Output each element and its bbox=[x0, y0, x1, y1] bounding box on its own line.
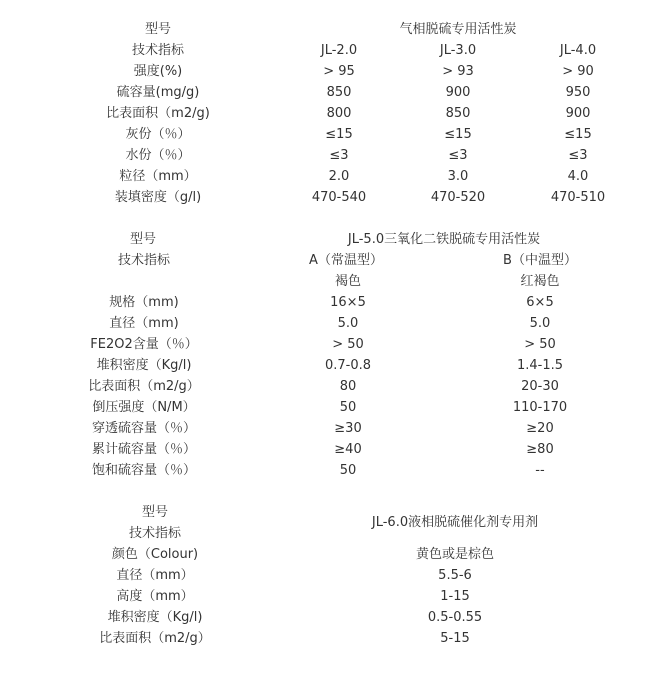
table1-cell: 950 bbox=[565, 85, 591, 100]
table3-row-label: 高度（mm） bbox=[116, 589, 194, 604]
table1-row-label: 粒径（mm） bbox=[119, 169, 197, 184]
table1-row-label: 灰份（％） bbox=[125, 127, 191, 142]
table1-cell: > 95 bbox=[323, 64, 355, 79]
table3-cell: 1-15 bbox=[440, 589, 470, 604]
table2-cell: 50 bbox=[339, 400, 357, 415]
table2-cell: 1.4-1.5 bbox=[516, 358, 564, 373]
table2-cell: 110-170 bbox=[512, 400, 568, 415]
table2-tech-header: 技术指标 bbox=[117, 253, 171, 268]
table2-cell: > 50 bbox=[332, 337, 364, 352]
table2-color-a: 褐色 bbox=[334, 274, 362, 289]
table2-row-label: 穿透硫容量（％） bbox=[91, 421, 197, 436]
table2-row-label: 饱和硫容量（％） bbox=[91, 463, 197, 478]
table1-cell: ≤3 bbox=[568, 148, 588, 163]
table1-cell: 470-540 bbox=[311, 190, 367, 205]
table1-cell: 900 bbox=[445, 85, 471, 100]
table3-cell: 黄色或是棕色 bbox=[415, 547, 495, 562]
table3-cell: 5.5-6 bbox=[438, 568, 472, 583]
table2-cell: 0.7-0.8 bbox=[324, 358, 372, 373]
table2-title: JL-5.0三氧化二铁脱硫专用活性炭 bbox=[347, 232, 541, 247]
table1-cell: 470-520 bbox=[430, 190, 486, 205]
table2-cell: 16×5 bbox=[330, 295, 366, 310]
table2-cell: ≥40 bbox=[334, 442, 362, 457]
table3-cell: 5-15 bbox=[440, 631, 470, 646]
table1-cell: 470-510 bbox=[550, 190, 606, 205]
table1-col-jl40: JL-4.0 bbox=[559, 43, 597, 58]
table2-row-label: 比表面积（m2/g） bbox=[88, 379, 200, 394]
table1-row-label: 装填密度（g/l) bbox=[114, 190, 202, 205]
table2-cell: > 50 bbox=[524, 337, 556, 352]
table2-row-label: 倒压强度（N/M） bbox=[92, 400, 196, 415]
table1-model-header: 型号 bbox=[144, 22, 172, 37]
table2-model-header: 型号 bbox=[129, 232, 157, 247]
table3-row-label: 比表面积（m2/g） bbox=[99, 631, 211, 646]
table1-col-jl30: JL-3.0 bbox=[439, 43, 477, 58]
table2-cell: 6×5 bbox=[526, 295, 554, 310]
table3-row-label: 颜色（Colour) bbox=[111, 547, 199, 562]
table2-cell: 20-30 bbox=[521, 379, 559, 394]
table1-col-jl20: JL-2.0 bbox=[320, 43, 358, 58]
table2-row-label: FE2O2含量（％） bbox=[90, 337, 198, 352]
table1-tech-header: 技术指标 bbox=[131, 43, 185, 58]
table2-row-label: 规格（mm) bbox=[109, 295, 179, 310]
table1-row-label: 比表面积（m2/g) bbox=[106, 106, 210, 121]
table2-row-label: 堆积密度（Kg/l) bbox=[96, 358, 192, 373]
table1-cell: 850 bbox=[445, 106, 471, 121]
table1-cell: 800 bbox=[326, 106, 352, 121]
table1-cell: ≤3 bbox=[448, 148, 468, 163]
table1-cell: ≤3 bbox=[329, 148, 349, 163]
table1-cell: 3.0 bbox=[447, 169, 469, 184]
table2-cell: -- bbox=[535, 463, 545, 478]
table1-cell: ≤15 bbox=[564, 127, 592, 142]
table2-cell: ≥20 bbox=[526, 421, 554, 436]
table2-row-label: 直径（mm) bbox=[109, 316, 179, 331]
table3-row-label: 直径（mm） bbox=[116, 568, 194, 583]
table1-row-label: 硫容量(mg/g) bbox=[116, 85, 200, 100]
table3-model-header: 型号 bbox=[141, 505, 169, 520]
table2-col-a: A（常温型） bbox=[309, 253, 383, 268]
table2-cell: 50 bbox=[339, 463, 357, 478]
table1-cell: ≤15 bbox=[444, 127, 472, 142]
table1-row-label: 水份（％） bbox=[125, 148, 191, 163]
table2-color-b: 红褐色 bbox=[520, 274, 560, 289]
table2-cell: 5.0 bbox=[529, 316, 551, 331]
table1-cell: > 93 bbox=[442, 64, 474, 79]
table3-cell: 0.5-0.55 bbox=[427, 610, 483, 625]
table1-title: 气相脱硫专用活性炭 bbox=[399, 22, 517, 37]
table2-cell: 80 bbox=[339, 379, 357, 394]
table2-cell: ≥30 bbox=[334, 421, 362, 436]
table1-cell: > 90 bbox=[562, 64, 594, 79]
table1-cell: ≤15 bbox=[325, 127, 353, 142]
table3-row-label: 堆积密度（Kg/l) bbox=[107, 610, 203, 625]
table1-cell: 850 bbox=[326, 85, 352, 100]
table2-col-b: B（中温型） bbox=[503, 253, 577, 268]
table1-row-label: 强度(%) bbox=[133, 64, 183, 79]
table1-cell: 4.0 bbox=[567, 169, 589, 184]
table2-row-label: 累计硫容量（％） bbox=[91, 442, 197, 457]
table2-cell: ≥80 bbox=[526, 442, 554, 457]
table2-cell: 5.0 bbox=[337, 316, 359, 331]
table3-title: JL-6.0液相脱硫催化剂专用剂 bbox=[371, 515, 539, 530]
table3-tech-header: 技术指标 bbox=[128, 526, 182, 541]
table1-cell: 2.0 bbox=[328, 169, 350, 184]
table1-cell: 900 bbox=[565, 106, 591, 121]
